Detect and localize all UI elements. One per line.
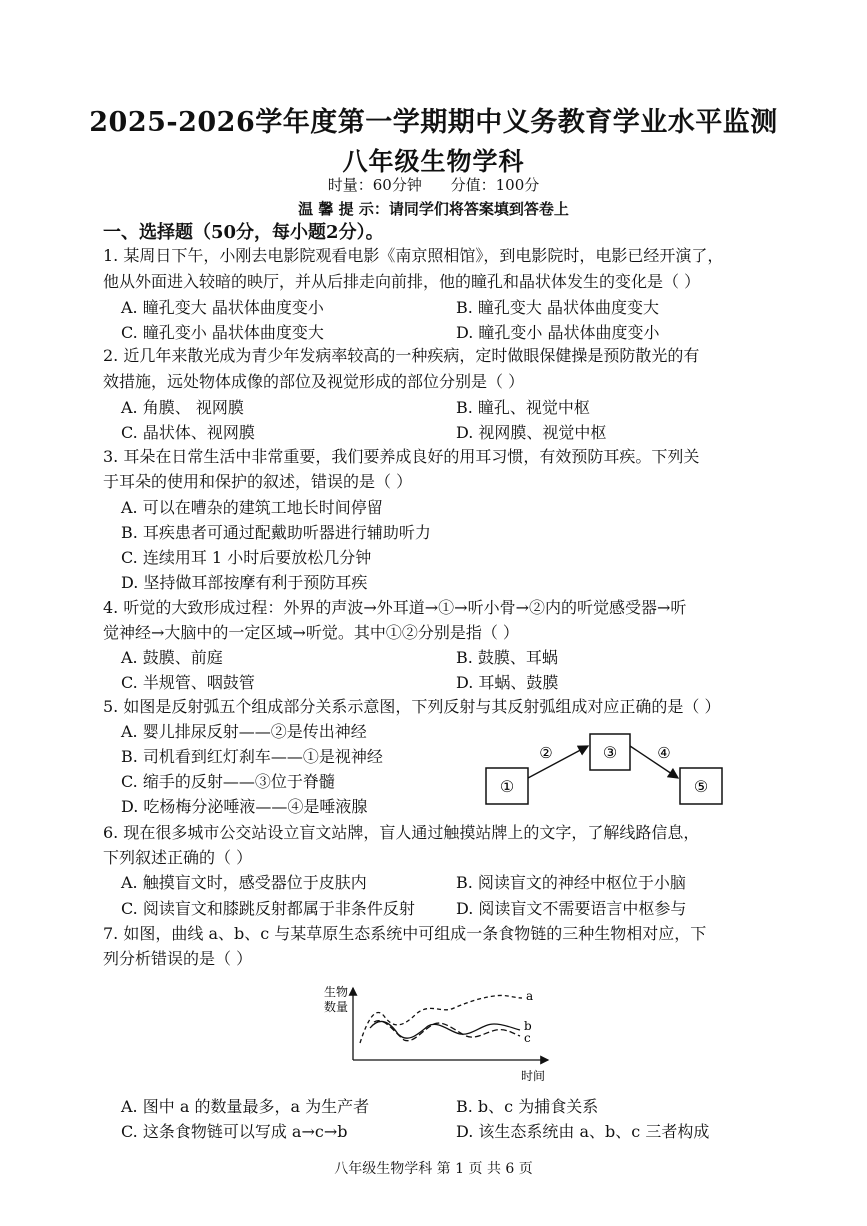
q5-option-c: C. 缩手的反射——③位于脊髓: [121, 772, 335, 791]
q7-text-line2: 列分析错误的是（ ）: [103, 949, 253, 968]
exam-subtitle: 八年级生物学科: [342, 147, 525, 176]
q2-option-b: B. 瞳孔、视觉中枢: [456, 398, 590, 417]
q1-option-b: B. 瞳孔变大 晶状体曲度变大: [456, 298, 660, 317]
q5-option-a: A. 婴儿排尿反射——②是传出神经: [121, 722, 367, 741]
graph-ylabel-2: 数量: [323, 1000, 349, 1014]
q1-option-c: C. 瞳孔变小 晶状体曲度变大: [121, 323, 324, 342]
exam-meta: [0, 174, 867, 195]
q3-option-a: A. 可以在嘈杂的建筑工地长时间停留: [121, 498, 383, 517]
q2-text-line2: 效措施，远处物体成像的部位及视觉形成的部位分别是（ ）: [103, 372, 525, 391]
exam-tip: 温 馨 提 示：请同学们将答案填到答卷上: [298, 200, 569, 218]
q6-text-line2: 下列叙述正确的（ ）: [103, 848, 253, 867]
reflex-node-5-label: ⑤: [693, 777, 709, 796]
page-footer: 八年级生物学科 第 1 页 共 6 页: [334, 1161, 533, 1177]
reflex-arrow-4: [630, 746, 678, 778]
reflex-arrow-4-label: ④: [657, 744, 671, 762]
q6-text-line1: 6. 现在很多城市公交站设立盲文站牌，盲人通过触摸站牌上的文字，了解线路信息，: [103, 823, 700, 842]
reflex-arrow-2: [528, 746, 588, 778]
q7-option-b: B. b、c 为捕食关系: [456, 1097, 599, 1116]
q5-option-b: B. 司机看到红灯刹车——①是视神经: [121, 747, 383, 766]
population-graph: [318, 978, 558, 1088]
q4-option-b: B. 鼓膜、耳蜗: [456, 648, 558, 667]
exam-time: 时量：60分钟: [327, 176, 422, 194]
q3-text-line2: 于耳朵的使用和保护的叙述，错误的是（ ）: [103, 472, 413, 491]
q1-option-a: A. 瞳孔变大 晶状体曲度变小: [121, 298, 324, 317]
q1-option-d: D. 瞳孔变小 晶状体曲度变小: [456, 323, 660, 342]
q4-option-d: D. 耳蜗、鼓膜: [456, 673, 559, 692]
q7-option-c: C. 这条食物链可以写成 a→c→b: [121, 1122, 348, 1141]
curve-b-label: b: [524, 1019, 532, 1033]
reflex-node-3-label: ③: [602, 743, 618, 762]
q1-text-line1: 1. 某周日下午，小刚去电影院观看电影《南京照相馆》，到电影院时，电影已经开演了，: [103, 246, 724, 265]
q7-option-d: D. 该生态系统由 a、b、c 三者构成: [456, 1122, 710, 1141]
q3-text-line1: 3. 耳朵在日常生活中非常重要，我们要养成良好的用耳习惯，有效预防耳疾。下列关: [103, 447, 700, 466]
graph-ylabel-1: 生物: [323, 985, 349, 999]
curve-a-label: a: [526, 989, 534, 1003]
q7-text-line1: 7. 如图，曲线 a、b、c 与某草原生态系统中可组成一条食物链的三种生物相对应，下: [103, 924, 707, 943]
curve-a: [360, 995, 522, 1043]
q4-text-line2: 觉神经→大脑中的一定区域→听觉。其中①②分别是指（ ）: [103, 623, 519, 642]
reflex-arc-diagram: [478, 728, 738, 818]
q4-option-c: C. 半规管、咽鼓管: [121, 673, 255, 692]
q2-option-d: D. 视网膜、视觉中枢: [456, 423, 607, 442]
q2-option-a: A. 角膜、 视网膜: [121, 398, 244, 417]
exam-score: 分值：100分: [450, 176, 540, 194]
reflex-arrow-2-label: ②: [539, 744, 553, 762]
q3-option-b: B. 耳疾患者可通过配戴助听器进行辅助听力: [121, 523, 431, 542]
exam-title: 2025-2026学年度第一学期期中义务教育学业水平监测: [89, 107, 778, 138]
section-heading: 一、选择题（50分，每小题2分）。: [103, 222, 384, 243]
q7-option-a: A. 图中 a 的数量最多，a 为生产者: [121, 1097, 370, 1116]
q4-text-line1: 4. 听觉的大致形成过程：外界的声波→外耳道→①→听小骨→②内的听觉感受器→听: [103, 598, 687, 617]
q6-option-a: A. 触摸盲文时，感受器位于皮肤内: [121, 873, 367, 892]
q2-option-c: C. 晶状体、视网膜: [121, 423, 255, 442]
q5-text-line1: 5. 如图是反射弧五个组成部分关系示意图，下列反射与其反射弧组成对应正确的是（ ）: [103, 697, 721, 716]
q5-option-d: D. 吃杨梅分泌唾液——④是唾液腺: [121, 797, 368, 816]
graph-xlabel: 时间: [520, 1069, 546, 1083]
q6-option-d: D. 阅读盲文不需要语言中枢参与: [456, 899, 687, 918]
q6-option-b: B. 阅读盲文的神经中枢位于小脑: [456, 873, 686, 892]
q6-option-c: C. 阅读盲文和膝跳反射都属于非条件反射: [121, 899, 415, 918]
q3-option-d: D. 坚持做耳部按摩有利于预防耳疾: [121, 573, 368, 592]
q3-option-c: C. 连续用耳 1 小时后要放松几分钟: [121, 548, 372, 567]
q2-text-line1: 2. 近几年来散光成为青少年发病率较高的一种疾病，定时做眼保健操是预防散光的有: [103, 346, 700, 365]
q1-text-line2: 他从外面进入较暗的映厅，并从后排走向前排，他的瞳孔和晶状体发生的变化是（ ）: [103, 272, 701, 291]
curve-c-label: c: [524, 1031, 531, 1045]
q4-option-a: A. 鼓膜、前庭: [121, 648, 223, 667]
reflex-node-1-label: ①: [499, 777, 515, 796]
